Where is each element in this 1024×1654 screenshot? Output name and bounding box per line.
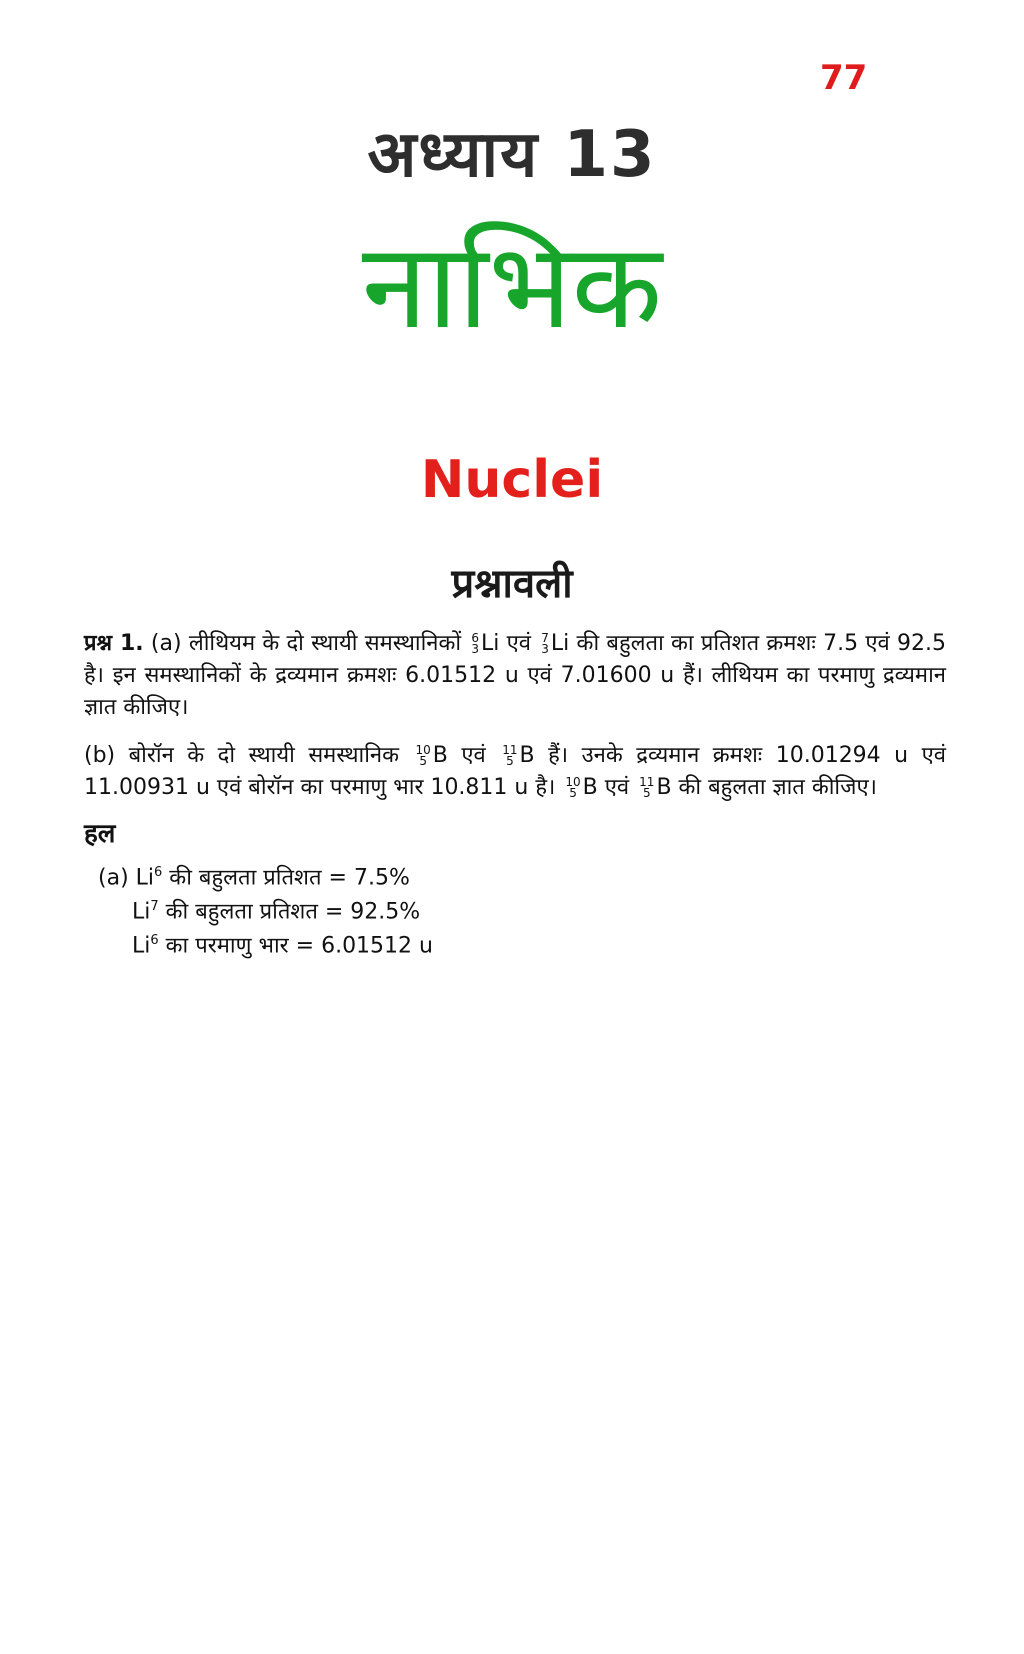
isotope-notation: 6 3 <box>471 631 479 656</box>
isotope-symbol: Li <box>481 631 500 656</box>
isotope-notation: 7 3 <box>541 631 549 656</box>
conjunction: एवं <box>461 743 486 768</box>
isotope-notation: 10 5 <box>565 775 581 800</box>
chapter-heading: अध्याय 13 <box>367 118 657 192</box>
isotope-symbol: B <box>656 775 672 800</box>
isotope-symbol: B <box>432 743 448 768</box>
solution-line-3: Li$^6$ का परमाणु भार = 6.01512 u <box>132 933 433 959</box>
solution-heading: हल <box>84 819 116 849</box>
conjunction: एवं <box>604 775 630 800</box>
section-heading: प्रश्नावली <box>451 561 573 607</box>
isotope-symbol: B <box>582 775 598 800</box>
question-text: की बहुलता ज्ञात कीजिए। <box>678 775 877 800</box>
solution-line-1: (a) Li$^6$ की बहुलता प्रतिशत = 7.5% <box>98 865 410 891</box>
isotope-notation: 11 5 <box>639 775 655 800</box>
isotope-symbol: B <box>519 743 535 768</box>
isotope-notation: 10 5 <box>415 743 431 768</box>
question-1b <box>84 740 946 804</box>
part-label: (b) <box>84 743 116 768</box>
chapter-title-hindi: नाभिक <box>361 217 663 355</box>
question-1a <box>84 628 946 724</box>
isotope-symbol: Li <box>550 631 570 656</box>
question-text: हैं। उनके द्रव्यमान क्रमशः 10.01294 u एवं 11.00931 u एवं बोरॉन का परमाणु भार 10.811 u है। <box>84 743 946 800</box>
question-text: बोरॉन के दो स्थायी समस्थानिक <box>128 743 400 768</box>
chapter-title-english: Nuclei <box>420 450 604 510</box>
page-number: 77 <box>820 58 868 98</box>
isotope-notation: 11 5 <box>502 743 518 768</box>
part-label: (a) <box>150 631 182 656</box>
conjunction: एवं <box>506 631 532 656</box>
solution-line-2: Li$^7$ की बहुलता प्रतिशत = 92.5% <box>132 899 421 925</box>
question-text: की बहुलता का प्रतिशत क्रमशः 7.5 एवं 92.5 है। इन समस्थानिकों के द्रव्यमान क्रमशः 6.01512 u एवं 7.01600 u हैं। लीथियम का परमाणु द्रव्यमान ज्ञात कीजिए। <box>84 631 946 720</box>
question-label: प्रश्न 1. <box>84 631 144 656</box>
question-text: लीथियम के दो स्थायी समस्थानिकों <box>188 631 462 656</box>
